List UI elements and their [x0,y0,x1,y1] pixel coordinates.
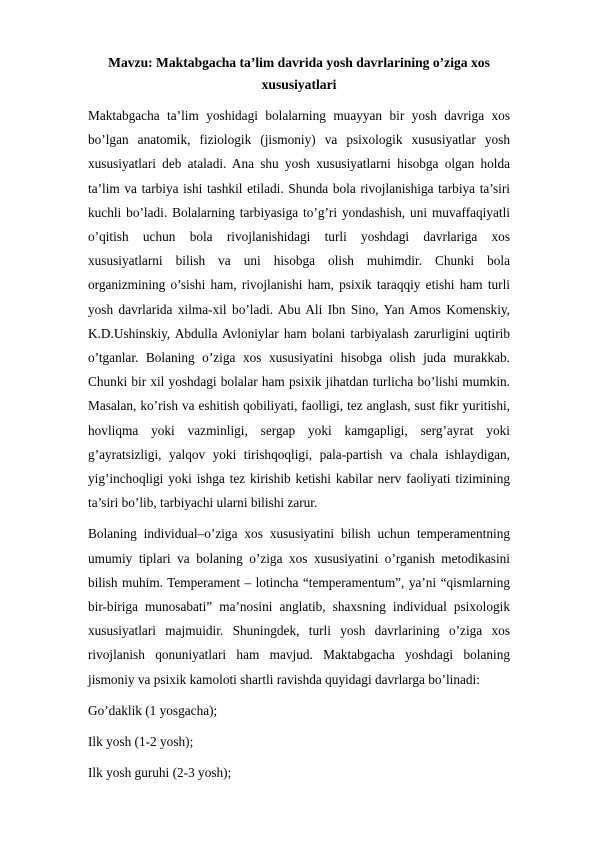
paragraph-2: Bolaning individual–o’ziga xos xususiyatini bilish uchun temperamentning umumiy tiplari va bolaning o’ziga xos xususiyatini o’rganish metodikasini bilish muhim. Temperament – lotincha “temperamentum”, ya’ni “qismlarning bir-biriga munosabati” ma’nosini anglatib, shaxsning individual psixologik xususiyatlari majmuidir. Shuningdek, turli yosh davrlarining o’ziga xos rivojlanish qonuniyatlari ham mavjud. Maktabgacha yoshdagi bolaning jismoniy va psixik kamoloti shartli ravishda quyidagi davrlarga bo’linadi: [88,526,510,687]
list-item: Ilk yosh guruhi (2-3 yosh); [88,765,232,781]
document-page [88,52,510,792]
document-title: Mavzu: Maktabgacha ta’lim davrida yosh davrlarining o’ziga xos xususiyatlari [108,55,490,92]
list-item: Ilk yosh (1-2 yosh); [88,734,194,750]
list-item: Go’daklik (1 yosgacha); [88,702,218,718]
paragraph-1: Maktabgacha ta’lim yoshidagi bolalarning muayyan bir yosh davriga xos bo’lgan anatomik, fiziologik (jismoniy) va psixologik xususiyatlar yosh xususiyatlari deb ataladi. Ana shu yosh xususiyatlarni hisobga olgan holda ta’lim va tarbiya ishi tashkil etiladi. Shunda bola rivojlanishiga tarbiya ta’siri kuchli bo’ladi. Bolalarning tarbiyasiga to’g’ri yondashish, uni muvaffaqiyatli o’qitish uchun bola rivojlanishidagi turli yoshdagi davrlariga xos xususiyatlarni bilish va uni hisobga olish muhimdir. Chunki bola organizmining o’sishi ham, rivojlanishi ham, psixik taraqqiy etishi ham turli yosh davrlarida xilma-xil bo’ladi. Abu Ali Ibn Sino, Yan Amos Komenskiy, K.D.Ushinskiy, Abdulla Avloniylar ham bolani tarbiyalash zarurligini uqtirib o’tganlar. Bolaning o’ziga xos xususiyatini hisobga olish juda murakkab. Chunki bir xil yoshdagi bolalar ham psixik jihatdan turlicha bo’lishi mumkin. Masalan, ko’rish va eshitish qobiliyati, faolligi, tez anglash, sust fikr yuritishi, hovliqma yoki vazminligi, sergap yoki kamgapligi, serg’ayrat yoki g’ayratsizligi, yalqov yoki tirishqoqligi, pala-partish va chala ishlaydigan, yig’inchoqligi yoki ishga tez kirishib ketishi kabilar nerv faoliyati tizimining ta’siri bo’lib, tarbiyachi ularni bilishi zarur. [88,108,510,511]
